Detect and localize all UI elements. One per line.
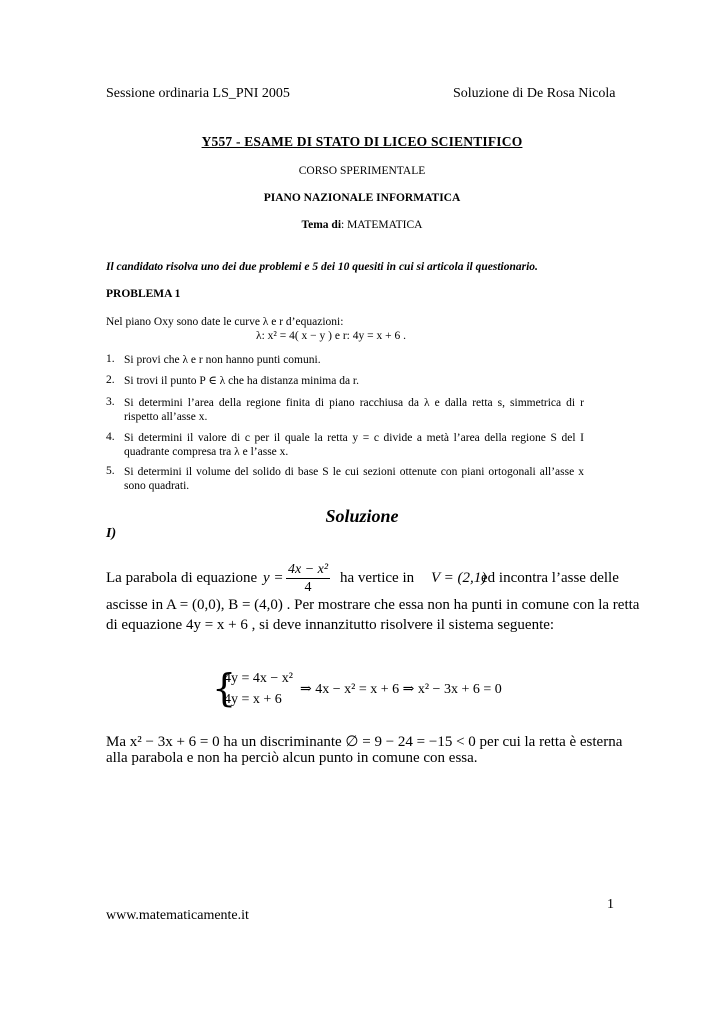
problem-equations: λ: x² = 4( x − y ) e r: 4y = x + 6 . — [256, 330, 406, 342]
question-text: Si trovi il punto P ∈ λ che ha distanza minima da r. — [124, 375, 360, 387]
equation-system — [212, 666, 532, 713]
page-number: 1 — [607, 897, 614, 912]
p1-fraction — [286, 561, 330, 596]
solution-paragraph-4: Ma x² − 3x + 6 = 0 ha un discriminante ∅ = 9 − 24 = −15 < 0 per cui la retta è esterna — [106, 734, 623, 750]
question-number: 2. — [106, 374, 115, 386]
theme-line — [0, 219, 724, 231]
plan-label: PIANO NAZIONALE INFORMATICA — [263, 192, 461, 204]
system-equation-1: 4y = 4x − x² — [224, 671, 293, 686]
solution-heading: Soluzione — [325, 506, 399, 526]
p1-text-c: ed incontra l’asse delle — [481, 570, 619, 586]
p1-y: y = — [263, 570, 284, 586]
question-number: 3. — [106, 396, 115, 408]
p1-fraction-numerator: 4x − x² — [288, 562, 329, 577]
system-result: ⇒ 4x − x² = x + 6 ⇒ x² − 3x + 6 = 0 — [300, 682, 502, 697]
solution-part-label: I) — [106, 526, 117, 541]
header-left: Sessione ordinaria LS_PNI 2005 — [106, 86, 290, 101]
theme-value: : MATEMATICA — [341, 219, 423, 231]
p1-text-a: La parabola di equazione — [106, 570, 258, 586]
problem-intro: Nel piano Oxy sono date le curve λ e r d’equazioni: — [106, 316, 344, 328]
question-text: Si determini il volume del solido di base S le cui sezioni ottenute con piani ortogonali all’asse x sono quadrati. — [124, 466, 584, 492]
question-number: 1. — [106, 353, 115, 365]
footer-site: www.matematicamente.it — [106, 908, 249, 923]
instructions: Il candidato risolva uno dei due problemi e 5 dei 10 quesiti in cui si articola il questionario. — [106, 261, 538, 273]
theme-label: Tema di — [301, 219, 342, 231]
question-text: Si determini il valore di c per il quale la retta y = c divide a metà l’area della regione S del I quadrante compresa tra λ e l’asse x. — [124, 432, 584, 458]
header-right: Soluzione di De Rosa Nicola — [453, 86, 616, 101]
exam-title: Y557 - ESAME DI STATO DI LICEO SCIENTIFICO — [201, 134, 523, 149]
course-label: CORSO SPERIMENTALE — [298, 165, 426, 177]
system-brace: { — [212, 666, 237, 710]
solution-paragraph-3: di equazione 4y = x + 6 , si deve innanzitutto risolvere il sistema seguente: — [106, 617, 555, 633]
question-text: Si provi che λ e r non hanno punti comuni. — [124, 354, 321, 366]
solution-paragraph-1 — [106, 561, 618, 597]
question-number: 5. — [106, 465, 115, 477]
p1-fraction-denominator: 4 — [304, 580, 312, 595]
problem-heading: PROBLEMA 1 — [106, 288, 181, 300]
system-equation-2: 4y = x + 6 — [224, 692, 282, 707]
solution-paragraph-5: alla parabola e non ha perciò alcun punto in comune con essa. — [106, 750, 478, 766]
p1-text-b: ha vertice in — [340, 570, 415, 586]
question-text: Si determini l’area della regione finita di piano racchiusa da λ e dalla retta s, simmetrica di r rispetto all’asse x. — [124, 397, 584, 423]
p1-vertex: V = (2,1) — [431, 570, 487, 586]
solution-paragraph-2: ascisse in A = (0,0), B = (4,0) . Per mostrare che essa non ha punti in comune con la retta — [106, 597, 640, 613]
question-number: 4. — [106, 431, 115, 443]
